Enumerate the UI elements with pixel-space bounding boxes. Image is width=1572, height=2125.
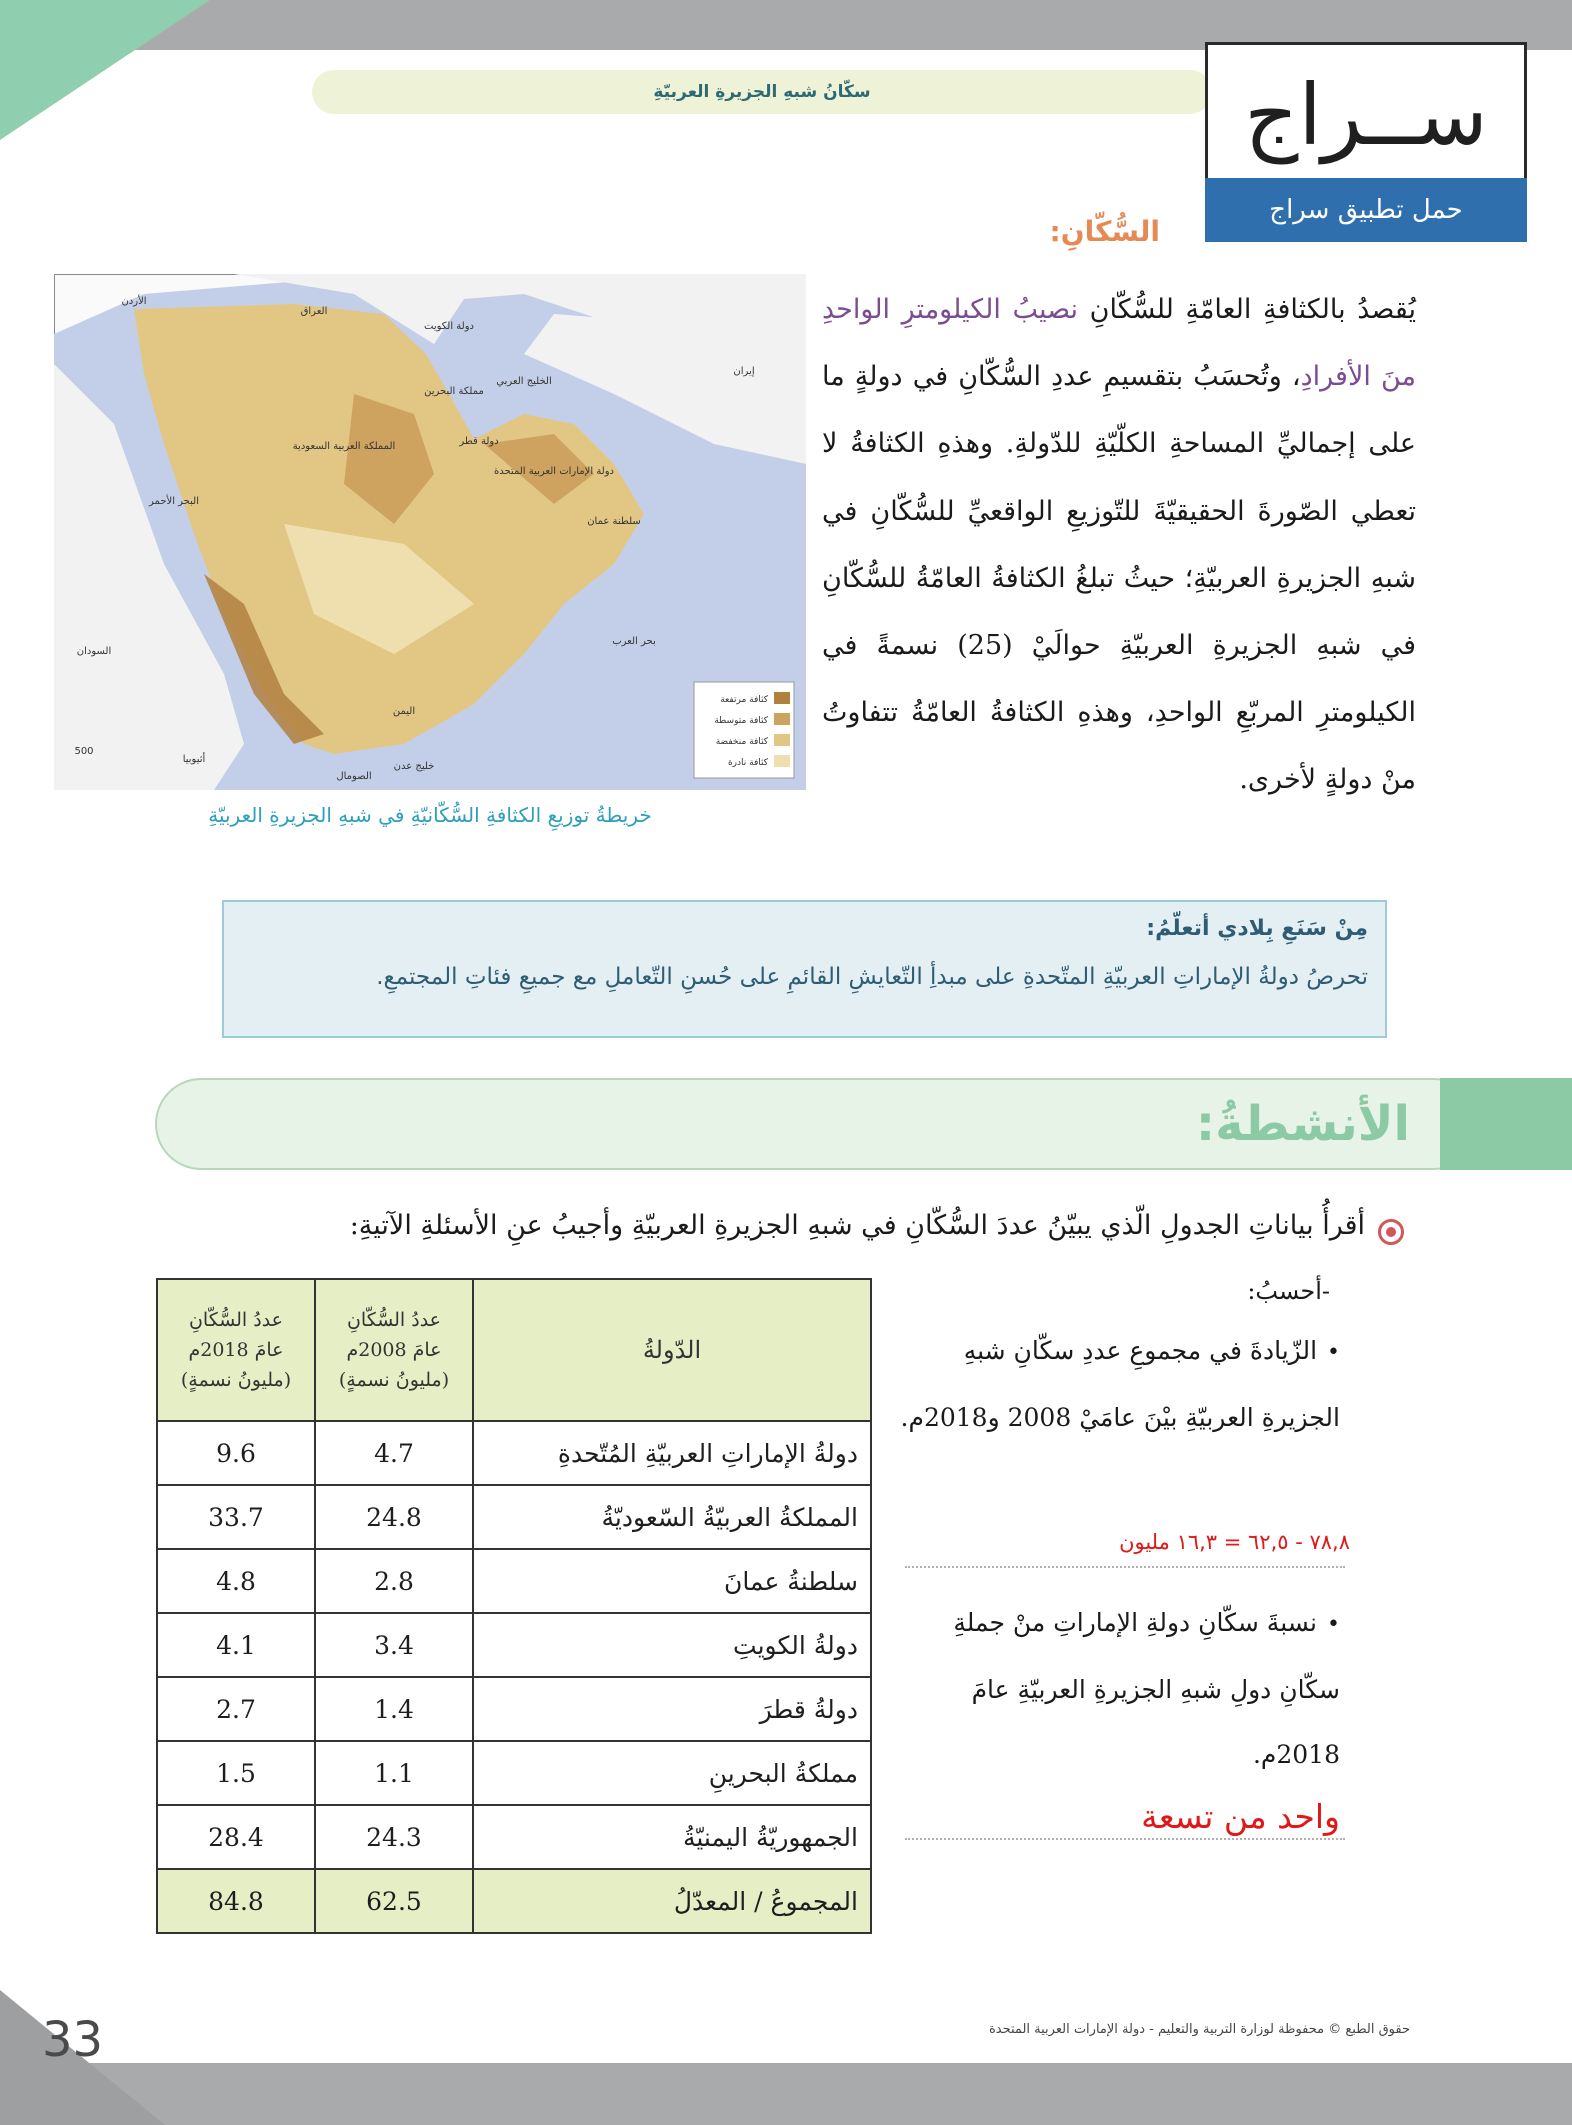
population-table (156, 1278, 872, 1934)
table-total-row (157, 1869, 871, 1933)
cell-total-2008: 62.5 (315, 1869, 473, 1933)
cell-2008: 24.3 (315, 1805, 473, 1869)
label-red-sea: البحر الأحمر (149, 496, 199, 507)
label-somalia: الصومال (336, 771, 372, 782)
label-ethiopia: أثيوبيا (182, 754, 206, 765)
cell-2008: 2.8 (315, 1549, 473, 1613)
section-paragraph (822, 276, 1416, 814)
calc-label: -أحسبُ: (1247, 1277, 1330, 1305)
answer-1[interactable]: ٧٨,٨ - ٦٢,٥ = ١٦,٣ مليون (1119, 1530, 1350, 1554)
map-caption: خريطةُ توزيعِ الكثافةِ السُّكّانيّةِ في شبهِ الجزيرةِ العربيّةِ (208, 803, 652, 827)
table-row (157, 1549, 871, 1613)
activity-question: أقرأُ بياناتِ الجدولِ الّذي يبيّنُ عددَ السُّكّانِ في شبهِ الجزيرةِ العربيّةِ وأجيبُ عنِ الأسئلةِ الآتيةِ: (349, 1210, 1365, 1241)
section-heading: السُّكّانِ: (1049, 215, 1160, 248)
label-bahrain: مملكة البحرين (424, 386, 484, 397)
answer-line (905, 1838, 1345, 1840)
info-box-text: تحرصُ دولةُ الإماراتِ العربيّةِ المتّحدةِ على مبدأِ التّعايشِ القائمِ على حُسنِ التّعاملِ مع جميعِ فئاتِ المجتمعِ. (376, 964, 1368, 990)
cell-country: الجمهوريّةُ اليمنيّةُ (473, 1805, 871, 1869)
legend-label: كثافة متوسطة (714, 716, 768, 726)
header-2008-line: عددُ السُّكّانِ (346, 1309, 442, 1331)
bullet-icon: • (1327, 1612, 1340, 1637)
cell-total-2018: 84.8 (157, 1869, 315, 1933)
page-title: سكّانُ شبهِ الجزيرةِ العربيّةِ (653, 82, 871, 102)
label-iraq: العراق (300, 306, 328, 317)
siraj-app-banner[interactable]: حمل تطبيق سراج (1205, 178, 1527, 242)
cell-country: دولةُ الإماراتِ العربيّةِ المُتّحدةِ (473, 1421, 871, 1485)
table-row (157, 1805, 871, 1869)
cell-2018: 9.6 (157, 1421, 315, 1485)
table-header-row (157, 1279, 871, 1421)
cell-country: المملكةُ العربيّةُ السّعوديّةُ (473, 1485, 871, 1549)
table-row (157, 1677, 871, 1741)
cell-2018: 4.8 (157, 1549, 315, 1613)
siraj-logo-word: ســراج (1244, 66, 1488, 164)
cell-country: سلطنةُ عمانَ (473, 1549, 871, 1613)
cell-country: دولةُ الكويتِ (473, 1613, 871, 1677)
label-saudi: المملكة العربية السعودية (292, 441, 396, 452)
label-qatar: دولة قطر (459, 436, 499, 447)
cell-total-label: المجموعُ / المعدّلُ (473, 1869, 871, 1933)
label-uae: دولة الإمارات العربية المتحدة (493, 466, 615, 477)
activities-tab (1440, 1078, 1572, 1170)
definition-highlight: نصيبُ الكيلومترِ الواحدِ منَ الأفرادِ (822, 294, 1416, 393)
label-yemen: اليمن (392, 706, 416, 717)
cell-2008: 24.8 (315, 1485, 473, 1549)
target-icon-dot (1386, 1227, 1396, 1237)
label-sudan: السودان (76, 646, 112, 657)
cell-2008: 3.4 (315, 1613, 473, 1677)
table-row (157, 1485, 871, 1549)
label-jordan: الأردن (121, 296, 147, 307)
cell-2008: 1.1 (315, 1741, 473, 1805)
info-box-title: مِنْ سَنَعِ بِلادي أتعلّمُ: (1146, 916, 1368, 941)
copyright-text: حقوق الطبع © محفوظة لوزارة التربية والتعليم - دولة الإمارات العربية المتحدة (988, 2022, 1410, 2037)
legend-swatch-rare (774, 755, 790, 767)
population-density-map (54, 274, 806, 790)
label-kuwait: دولة الكويت (424, 321, 474, 332)
header-2008-line: (مليونُ نسمةٍ) (338, 1369, 450, 1391)
question-1 (890, 1318, 1340, 1450)
cell-2018: 1.5 (157, 1741, 315, 1805)
legend-label: كثافة مرتفعة (720, 695, 768, 705)
paragraph-text: يُقصدُ بالكثافةِ العامّةِ للسُّكّانِ (1078, 294, 1416, 325)
cell-country: مملكةُ البحرينِ (473, 1741, 871, 1805)
cell-2008: 1.4 (315, 1677, 473, 1741)
cell-country: دولةُ قطرَ (473, 1677, 871, 1741)
bullet-icon: • (1327, 1340, 1340, 1365)
question-2-text: نسبةَ سكّانِ دولةِ الإماراتِ منْ جملةِ سكّانِ دولِ شبهِ الجزيرةِ العربيّةِ عامَ 2018م. (953, 1608, 1340, 1769)
header-2008-line: عامَ 2008م (346, 1339, 442, 1361)
activities-title: الأنشطةُ: (1195, 1096, 1410, 1152)
label-oman: سلطنة عمان (587, 516, 641, 527)
map-legend (694, 682, 794, 778)
header-2008 (315, 1279, 473, 1421)
legend-swatch-medium (774, 713, 790, 725)
label-arabian-sea: بحر العرب (612, 636, 656, 647)
label-scale: 500 (74, 746, 94, 757)
answer-2[interactable]: واحد من تسعة (1141, 1797, 1340, 1836)
header-country: الدّولةُ (473, 1279, 871, 1421)
corner-triangle (0, 0, 210, 140)
table-row (157, 1613, 871, 1677)
table-row (157, 1421, 871, 1485)
question-2 (890, 1590, 1340, 1787)
cell-2008: 4.7 (315, 1421, 473, 1485)
cell-2018: 4.1 (157, 1613, 315, 1677)
cell-2018: 28.4 (157, 1805, 315, 1869)
header-2018 (157, 1279, 315, 1421)
bottom-bar (0, 2063, 1572, 2125)
legend-swatch-low (774, 734, 790, 746)
answer-line (905, 1566, 1345, 1568)
cell-2018: 2.7 (157, 1677, 315, 1741)
legend-label: كثافة نادرة (727, 758, 768, 768)
header-2018-line: عامَ 2018م (188, 1339, 284, 1361)
label-aden: خليج عدن (393, 761, 435, 772)
cell-2018: 33.7 (157, 1485, 315, 1549)
label-gulf: الخليج العربي (496, 376, 552, 387)
label-iran: إيران (733, 366, 755, 377)
legend-label: كثافة منخفضة (715, 737, 768, 747)
paragraph-text: ، وتُحسَبُ بتقسيمِ عددِ السُّكّانِ في دولةٍ ما على إجماليِّ المساحةِ الكلّيّةِ للدّولةِ. وهذهِ الكثافةُ لا تعطي الصّورةَ الحقيقيّةَ للتّوزيعِ الواقعيِّ للسُّكّانِ في شبهِ الجزيرةِ العربيّةِ؛ حيثُ تبلغُ الكثافةُ العامّةُ للسُّكّانِ في شبهِ الجزيرةِ العربيّةِ حوالَيْ (25) نسمةً في الكيلومترِ المربّعِ الواحدِ، وهذهِ الكثافةُ العامّةُ تتفاوتُ منْ دولةٍ لأخرى. (822, 361, 1416, 796)
header-2018-line: (مليونُ نسمةٍ) (180, 1369, 292, 1391)
page-number: 33 (42, 2012, 104, 2068)
table-row (157, 1741, 871, 1805)
legend-swatch-high (774, 692, 790, 704)
question-1-text: الزّيادةَ في مجموعِ عددِ سكّانِ شبهِ الجزيرةِ العربيّةِ بيْنَ عامَيْ 2008 و2018م. (900, 1336, 1340, 1432)
header-2018-line: عددُ السُّكّانِ (188, 1309, 284, 1331)
